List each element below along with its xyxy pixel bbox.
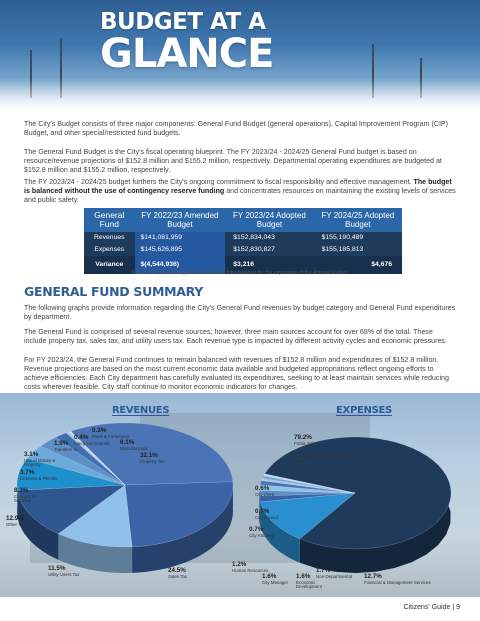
expense-label-financial-management: 12.7% Financial & Management Services xyxy=(364,573,431,585)
budget-table xyxy=(84,208,402,274)
revenue-label-transfers-in: 1.9% Transfers In xyxy=(54,440,78,452)
revenues-chart-title: REVENUES xyxy=(112,405,170,416)
summary-paragraph-1: The following graphs provide information regarding the City's General Fund revenues by budget category and General Fund expenditures by department. xyxy=(24,304,456,322)
table-cell: $3,216 xyxy=(225,256,313,274)
summary-paragraph-2: The General Fund is comprised of several revenue sources; however, three main sources account for over 68% of the total. These include property tax, sales tax, and utility users tax. Each revenue type is impacted by different activity cycles and economic pressures. xyxy=(24,328,447,346)
table-cell: Expenses xyxy=(84,244,135,256)
table-cell: $(4,544,936) xyxy=(135,256,226,274)
intro-paragraph-3-bold: The budget is balanced without the use of contingency reserve funding xyxy=(24,178,452,196)
page-footer: Citizens' Guide | 9 xyxy=(403,604,460,611)
revenue-label-sales-tax: 24.5% Sales Tax xyxy=(168,567,187,579)
expense-label-city-clerk: 0.6% City Clerk xyxy=(255,485,275,497)
expense-label-city-attorney: 0.7% City Attorney xyxy=(249,526,274,538)
intro-paragraph-3-start: The FY 2023/24 - 2024/25 budget furthers the City's ongoing commitment to fiscal responsibility and effective management. xyxy=(24,178,414,186)
expense-label-city-manager: 1.6% City Manager xyxy=(262,573,289,585)
palm-tree xyxy=(420,58,422,98)
intro-paragraph-1: The City's Budget consists of three major components: General Fund Budget (general operations), Capital Improvement Program (CIP) Budget, and other special/restricted fund budgets. xyxy=(24,120,449,138)
palm-tree xyxy=(60,38,62,98)
table-footnote: FY2022/23, Council approved the use of fund balance for the expansion of the Animal Shelter. xyxy=(132,270,348,276)
expenses-chart-title: EXPENSES xyxy=(336,405,392,416)
section-heading: GENERAL FUND SUMMARY xyxy=(24,284,203,299)
revenue-label-licenses: 3.7% Licenses & Permits xyxy=(20,469,58,481)
expense-label-economic-development: 1.6% Economic Development xyxy=(296,573,322,590)
table-cell: $155,190,489 xyxy=(314,232,402,244)
revenue-label-charges: 8.3% Charges for Services xyxy=(14,487,37,504)
table-cell: $152,830,827 xyxy=(225,244,313,256)
expense-label-human-resources: 1.2% Human Resources xyxy=(232,561,269,573)
palm-tree xyxy=(30,50,32,98)
expense-label-city-council: 0.7% City Council xyxy=(255,508,279,520)
header-banner xyxy=(0,0,480,112)
table-header-row xyxy=(84,208,402,232)
table-header: FY 2024/25 Adopted Budget xyxy=(314,208,402,232)
intro-paragraph-3-end: and concentrates resources on maintaining the existing levels of services and public safety. xyxy=(24,187,456,205)
intro-paragraph-2: The General Fund Budget is the City's fiscal operating blueprint. The FY 2023/24 - 2024/25 General Fund budget is based on resource/revenue projections of $152.8 million and $155.2 million, respectively. Departmental operating expenditures are budgeted at $152.8 million and $155.2 million, respectively. xyxy=(24,148,442,175)
revenue-label-fines: 0.3% Fines & Forfeitures xyxy=(92,427,130,439)
table-cell: $145,626,895 xyxy=(135,244,226,256)
table-cell: $4,676 xyxy=(314,256,402,274)
revenue-label-miscellaneous: 0.1% Miscellaneous xyxy=(120,439,148,451)
table-cell: $155,185,813 xyxy=(314,244,402,256)
table-cell: Variance xyxy=(84,256,135,274)
summary-paragraph-3: For FY 2023/24, the General Fund continues to remain balanced with revenues of $152.8 million and expenditures of $152.8 million. Revenue projections are based on the most current economic data available and budgeted appropriations reflect ongoing efforts to achieve efficiencies. Each City department has carefully evaluated its expenditures, seeking to at least maintain services while reducing costs wherever feasible. City staff continue to monitor economic indicators for changes. xyxy=(24,356,449,392)
table-cell: $141,081,959 xyxy=(135,232,226,244)
revenue-label-other-taxes: 12.9% Other Taxes xyxy=(6,515,30,527)
page-title-line1: BUDGET AT A xyxy=(100,9,266,35)
revenue-label-utility-users-tax: 11.5% Utility Users Tax xyxy=(48,565,80,577)
table-row xyxy=(84,232,402,244)
table-cell: Revenues xyxy=(84,232,135,244)
revenue-label-property-tax: 32.1% Property Tax xyxy=(140,452,165,464)
page-title xyxy=(100,9,274,77)
revenue-label-use-of-money: 3.1% Use of Money & Property xyxy=(24,451,56,468)
intro-paragraph-3 xyxy=(24,178,456,205)
table-header: FY 2022/23 Amended Budget xyxy=(135,208,226,232)
table-cell: $152,834,043 xyxy=(225,232,313,244)
revenue-label-intergovernmental: 0.4% Intergovernmental xyxy=(74,434,110,446)
table-row xyxy=(84,244,402,256)
expense-label-non-departmental: 1.7% Non-Departmental xyxy=(316,567,352,579)
table-header: FY 2023/24 Adopted Budget xyxy=(225,208,313,232)
expense-label-public-safety: 79.2% Public Safety xyxy=(294,434,320,446)
public-safety-breakdown: 46.6% Police, 18.1% Fire, 10.5% Community Development, 4.6% Public Works xyxy=(294,451,356,464)
table-header: General Fund xyxy=(84,208,135,232)
page-title-line2: GLANCE xyxy=(100,31,274,77)
palm-tree xyxy=(372,44,374,98)
